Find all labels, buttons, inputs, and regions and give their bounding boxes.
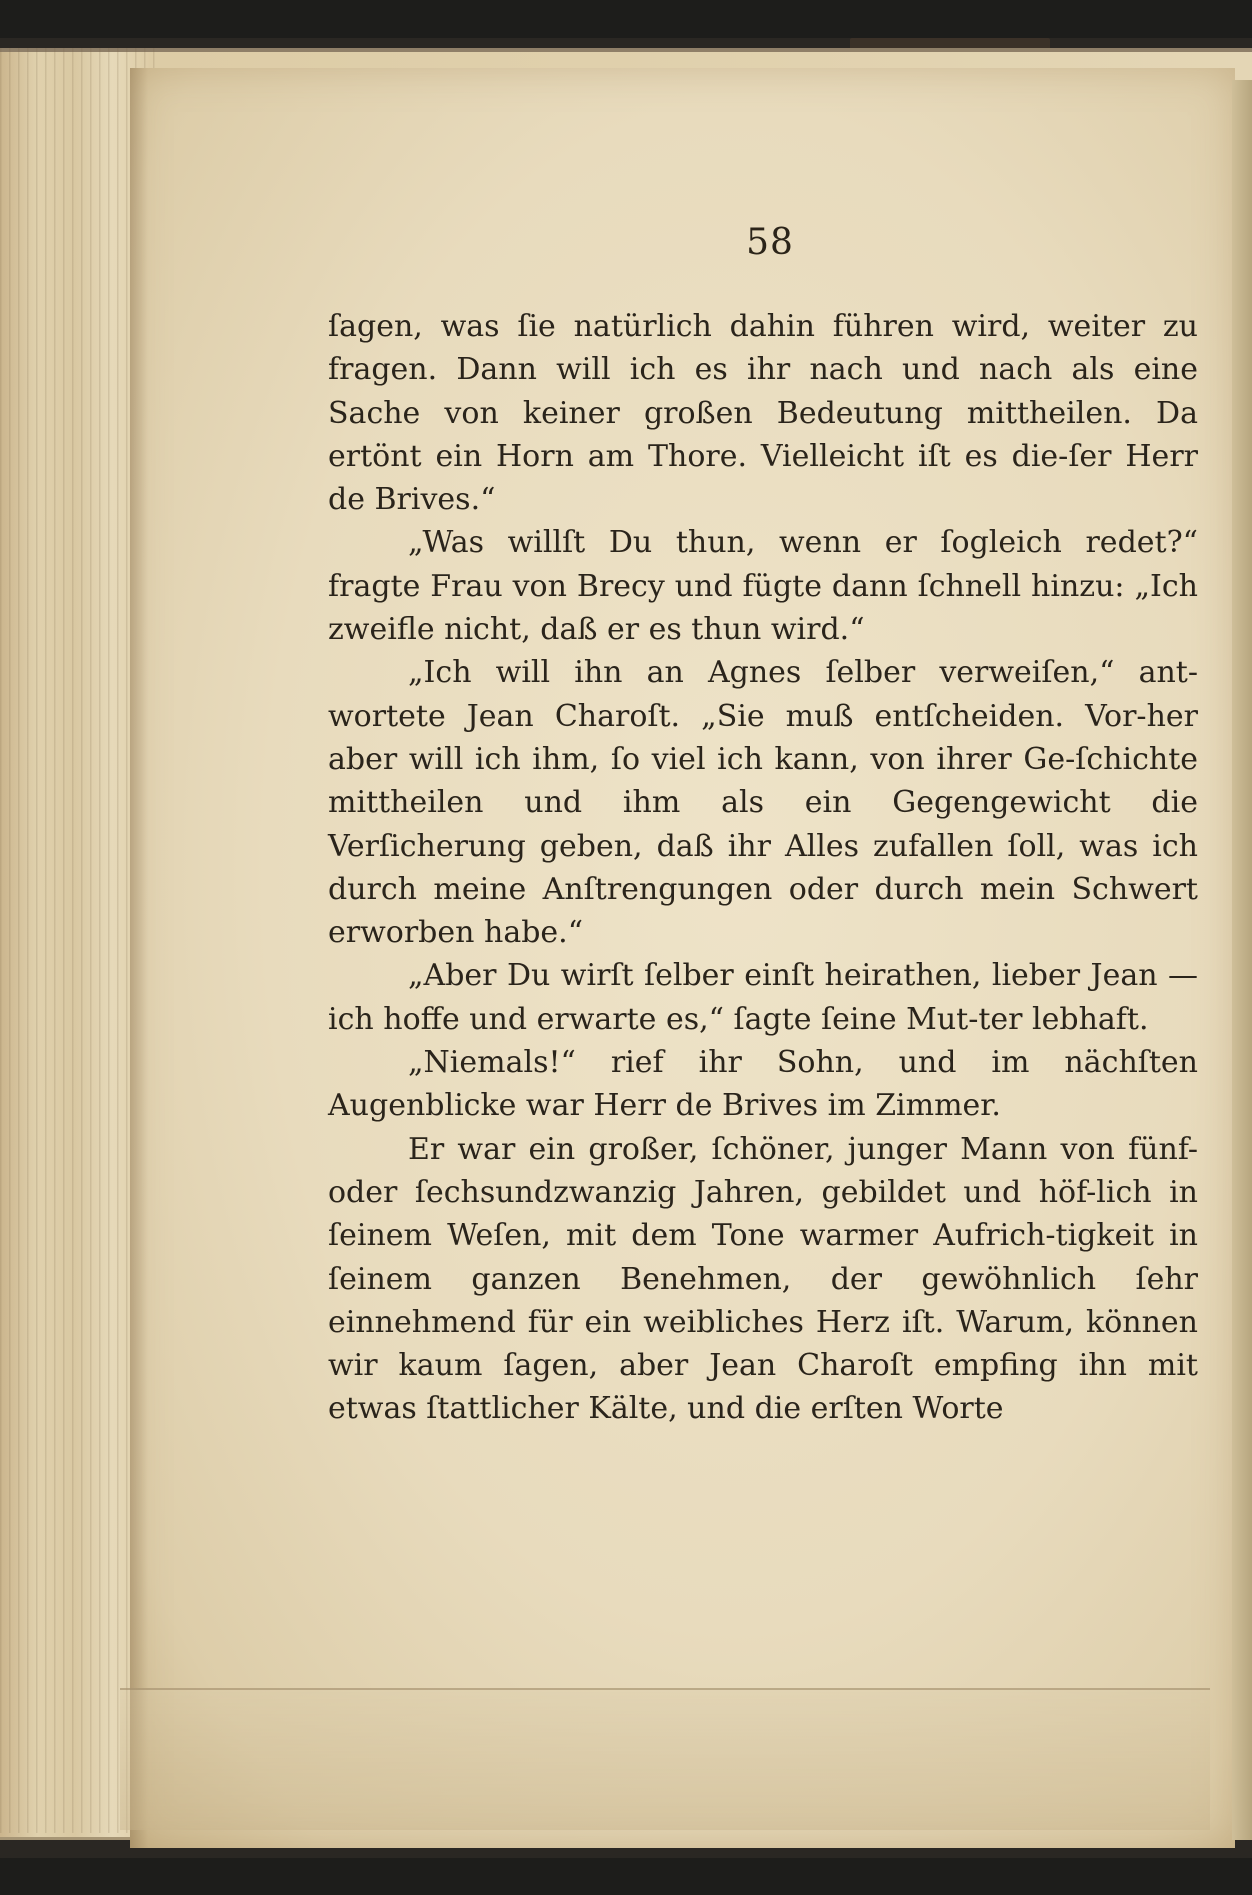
page-crease — [130, 68, 148, 1848]
page-bottom-fold — [120, 1688, 1210, 1830]
paragraph: Er war ein großer, ſchöner, junger Mann von fünf- oder ſechsundzwanzig Jahren, gebildet und höf-lich in ſeinem Weſen, mit dem Tone warmer Aufrich-tigkeit in ſeinem ganzen Benehmen, der gewöhnlich ſehr einnehmend für ein weibliches Herz iſt. Warum, können wir kaum ſagen, aber Jean Charoſt empfing ihn mit etwas ſtattlicher Kälte, und die erſten Worte — [328, 1131, 1198, 1427]
body-text — [328, 305, 1198, 1431]
paragraph: „Niemals!“ rief ihr Sohn, und im nächſten Augenblicke war Herr de Brives im Zimmer. — [328, 1045, 1198, 1124]
paragraph: ſagen, was ſie natürlich dahin führen wird, weiter zu fragen. Dann will ich es ihr nach und nach als eine Sache von keiner großen Bedeutung mittheilen. Da ertönt ein Horn am Thore. Vielleicht iſt es die-ſer Herr de Brives.“ — [328, 309, 1198, 518]
paragraph: „Was willſt Du thun, wenn er ſogleich redet?“ fragte Frau von Brecy und fügte dann ſchnell hinzu: „Ich zweifle nicht, daß er es thun wird.“ — [328, 525, 1198, 648]
page-number: 58 — [746, 222, 794, 263]
paragraph: „Ich will ihn an Agnes ſelber verweiſen,“ ant-wortete Jean Charoſt. „Sie muß entſcheiden. Vor-her aber will ich ihm, ſo viel ich kann, von ihrer Ge-ſchichte mittheilen und ihm als ein Gegengewicht die Verſicherung geben, daß ihr Alles zufallen ſoll, was ich durch meine Anſtrengungen oder durch mein Schwert erworben habe.“ — [328, 655, 1198, 951]
right-page-edge — [1232, 80, 1252, 1840]
paragraph: „Aber Du wirſt ſelber einſt heirathen, lieber Jean — ich hoffe und erwarte es,“ ſagte ſeine Mut-ter lebhaft. — [328, 958, 1198, 1037]
